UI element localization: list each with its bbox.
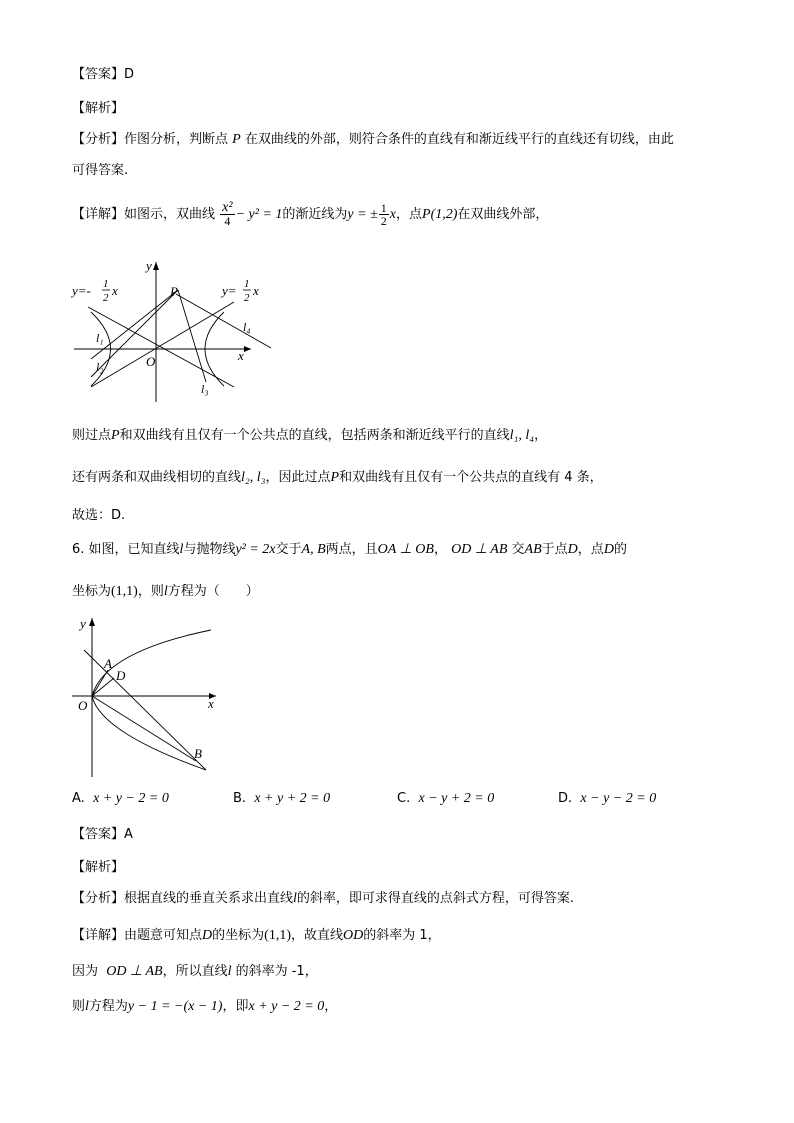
xiangjie-label: 【详解】 <box>72 207 125 222</box>
point-p: P <box>232 132 241 147</box>
xiangjie-text-c: 的渐近线为 <box>282 207 348 222</box>
fig6-label-o: O <box>78 698 88 713</box>
xiangjie-text-f: ，点 <box>396 207 423 222</box>
fig6-label-x: x <box>208 696 214 711</box>
fig6-label-d: D <box>116 668 126 683</box>
fig-label-l4: l₄ <box>243 320 251 334</box>
fig-label-y: y <box>146 258 152 273</box>
fenxi-text-3: 可得答案. <box>72 163 129 178</box>
answer-label: 【答案】 <box>72 67 125 82</box>
fig-label-l2: l₂ <box>96 360 104 374</box>
analysis-label: 【解析】 <box>72 101 125 116</box>
q6-answer-line: 【答案】A <box>72 827 133 842</box>
q6-xiangjie-line-2: 因为 OD ⊥ AB，所以直线l 的斜率为 -1， <box>72 964 318 979</box>
fig-label-x: x <box>238 348 244 363</box>
choose-line: 故选：D. <box>72 508 126 523</box>
parabola-figure <box>66 612 226 780</box>
conclusion-line-1: 则过点P和双曲线有且仅有一个公共点的直线，包括两条和渐近线平行的直线l₁, l₄， <box>72 428 548 443</box>
answer-line <box>72 66 134 84</box>
svg-text:1: 1 <box>103 278 109 290</box>
q6-fenxi-line: 【分析】根据直线的垂直关系求出直线l的斜率，即可求得直线的点斜式方程，可得答案. <box>72 891 575 906</box>
fenxi-text-1: 作图分析，判断点 <box>124 132 229 147</box>
analysis-heading <box>72 100 124 118</box>
half-fraction: $\frac{1}{2}$ <box>380 201 387 228</box>
q6-analysis-heading: 【解析】 <box>72 860 125 875</box>
option-d[interactable]: D. x − y − 2 = 0 <box>558 791 657 806</box>
hyperbola-fraction: $\frac{\text{x²}}{4}$ <box>222 200 233 228</box>
asymptote-eq: y = ± <box>347 207 378 222</box>
xiangjie-line <box>72 202 548 228</box>
asymptote-x: x <box>389 207 396 222</box>
fig6-label-a: A <box>104 656 112 671</box>
fig6-label-y: y <box>80 616 86 631</box>
point-p-coord: P(1,2) <box>422 207 458 222</box>
option-a[interactable]: A. x + y − 2 = 0 <box>72 791 169 806</box>
fig6-label-b: B <box>194 746 202 761</box>
fig-label-l1: l₁ <box>96 331 104 345</box>
xiangjie-text-a: 如图示，双曲线 <box>124 207 216 222</box>
q6-stem-line-1: 6. 如图，已知直线l与抛物线y² = 2x交于A, B两点，且OA ⊥ OB， OD ⊥ AB 交AB于点D，点D的 <box>72 542 627 557</box>
fig-label-asym-right: y= <box>222 283 237 298</box>
fig-label-p: P <box>170 284 178 299</box>
fig-label-o: O <box>146 354 156 369</box>
fenxi-line-2 <box>72 162 128 180</box>
answer-value: D <box>124 67 135 82</box>
fenxi-text-2: 在双曲线的外部，则符合条件的直线有和渐近线平行的直线还有切线，由此 <box>244 132 674 147</box>
svg-text:2: 2 <box>244 292 250 304</box>
option-c[interactable]: C. x − y + 2 = 0 <box>397 791 495 806</box>
q6-xiangjie-line-1: 【详解】由题意可知点D的坐标为(1,1)，故直线OD的斜率为 1， <box>72 928 441 943</box>
fig-label-l3: l₃ <box>201 382 209 396</box>
q6-stem-line-2: 坐标为(1,1)，则l方程为（ ） <box>72 584 259 599</box>
fig-label-asym-left: y=- <box>72 283 91 298</box>
option-b[interactable]: B. x + y + 2 = 0 <box>233 791 331 806</box>
hyperbola-figure <box>66 252 286 407</box>
svg-text:x: x <box>112 283 118 298</box>
q6-xiangjie-line-3: 则l方程为y − 1 = −(x − 1)，即x + y − 2 = 0， <box>72 999 338 1014</box>
svg-text:x: x <box>253 283 259 298</box>
svg-text:1: 1 <box>244 278 250 290</box>
fenxi-line-1 <box>72 131 674 149</box>
hyperbola-rest: − y² = 1 <box>235 207 283 222</box>
fenxi-label: 【分析】 <box>72 132 125 147</box>
conclusion-line-2: 还有两条和双曲线相切的直线l₂, l₃，因此过点P和双曲线有且仅有一个公共点的直线有 4 条， <box>72 470 603 485</box>
svg-text:2: 2 <box>103 292 109 304</box>
xiangjie-text-h: 在双曲线外部， <box>457 207 549 222</box>
